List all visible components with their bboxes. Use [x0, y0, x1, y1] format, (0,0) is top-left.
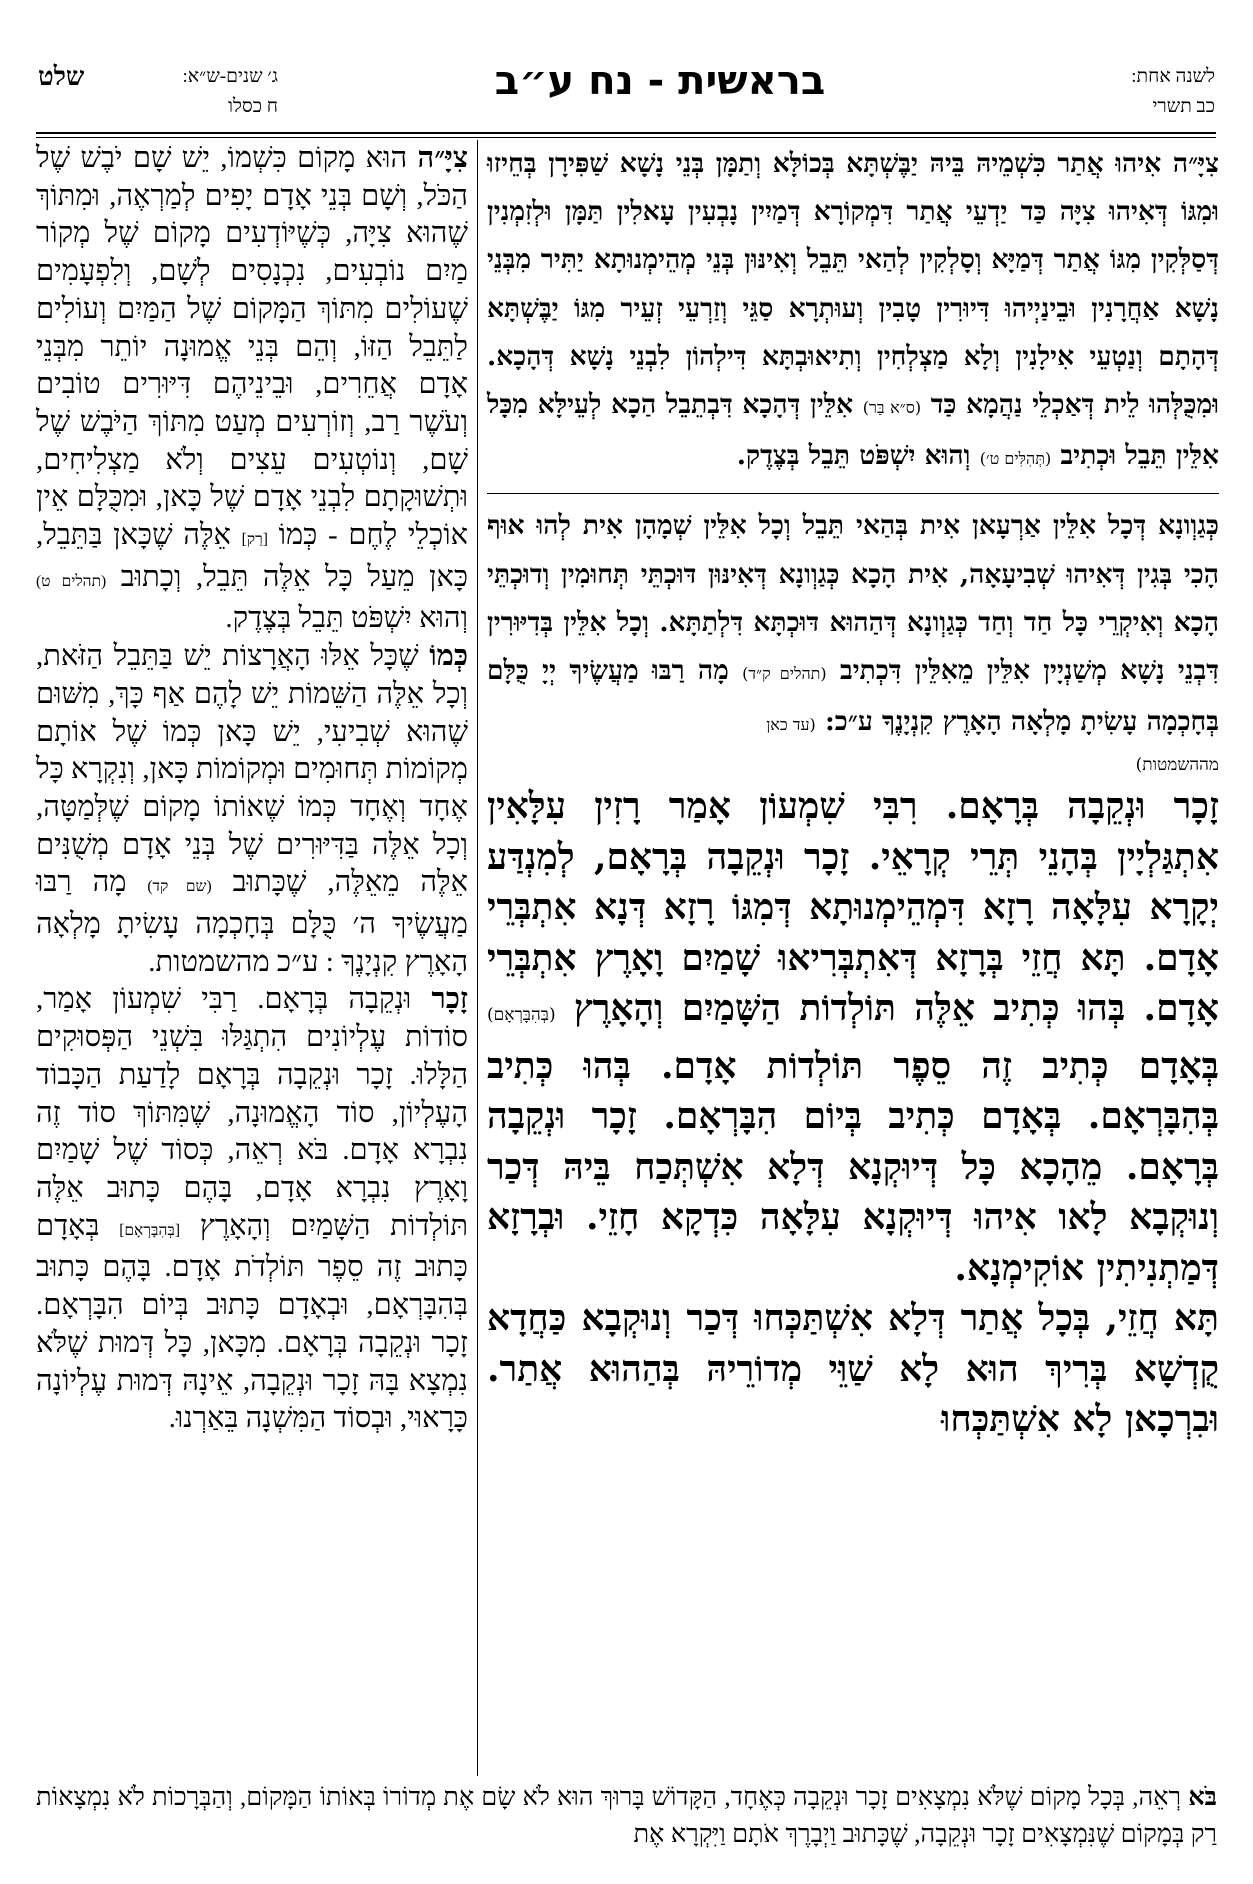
aramaic-text: כְּגַוְונָא דְּכָל אִלֵּין אַרְעָאן אִית בְּהַאי תֵּבֵל וְכָל אִלֵּין שְׁמָהָן אִית לְהוּ אוּף הָכִי בְּגִין דְּאִיהוּ שְׁבִיעָאָה, אִית הָכָא כְּגַוְונָא דְּאִינּוּן דּוּכְתֵּי תְּחוּמִין וְדוּכְתֵּי הָכָא וְאִיקְרֵי כָּל חַד וְחַד כְּגַוְונָא דְּהַהוּא דּוּכְתָּא דִּלְתַתָּא. וְכָל אִלֵּין בְּדִיּוּרִין דִּבְנֵי נָשָׁא מְשַׁנְיָין אִלֵּין מֵאִלֵּין דִּכְתִיב	[487, 510, 1220, 687]
source-note: (תהלים ק״ד)	[742, 664, 827, 684]
hebrew-text: אֵלֶּה שֶׁכָּאן בַּתֵּבֵל, כָּאן מֵעַל כָּל אֵלֶּה תֵּבֵל, וְכָתוּב	[36, 519, 468, 593]
aramaic-text: תָּא חֲזֵי, בְּכָל אֲתַר דְּלָא אִשְׁתַּכְּחוּ דְּכַר וְנוּקְבָא כַּחֲדָא קֻדְשָׁא בְּרִיךְ הוּא לָא שַׁוֵּי מְדוֹרֵיהּ בְּהַהוּא אֲתַר. וּבִרְכָאן לָא אִשְׁתַּכְּחוּ	[487, 1297, 1219, 1441]
header-rule	[36, 132, 1216, 134]
aramaic-text: מָה רַבּוּ מַעֲשֶׂיךָ יְיָ כֻּלָּם בְּחָכְמָה עָשִׂיתָ מָלְאָה הָאָרֶץ קִנְיָנֶךָ ע״כ:	[487, 655, 1219, 738]
header-date-left	[38, 62, 278, 122]
aramaic-block-1	[487, 140, 1219, 483]
paragraph-lead: בֹּא	[1188, 1782, 1218, 1811]
paragraph-lead: זָכָר	[431, 983, 468, 1016]
hebrew-text: וּנְקֵבָה בְּרָאָם. רַבִּי שִׁמְעוֹן אָמַר, סוֹדוֹת עֶלְיוֹנִים הִתְגַּלּוּ בִּשְׁנֵי הַפְּסוּקִים הַלָּלוּ. זָכָר וּנְקֵבָה בְּרָאָם לָדַעַת הַכָּבוֹד הָעֶלְיוֹן, סוֹד הָאֱמוּנָה, שֶׁמִּתּוֹךְ סוֹד זֶה נִבְרָא אָדָם. בֹּא רְאֵה, כְּסוֹד שֶׁל שָׁמַיִם וָאָרֶץ נִבְרָא אָדָם, בָּהֶם כָּתוּב אֵלֶּה תּוֹלְדוֹת הַשָּׁמַיִם וְהָאָרֶץ	[36, 983, 469, 1242]
hebrew-text: בְּאָדָם כָּתוּב זֶה סֵפֶר תּוֹלְדֹת אָדָם. בָּהֶם כָּתוּב בְּהִבָּרְאָם, וּבְאָדָם כָּתוּב בְּיוֹם הִבָּרְאָם. זָכָר וּנְקֵבָה בְּרָאָם. מִכָּאן, כָּל דְּמוּת שֶׁלֹּא נִמְצָא בָּהּ זָכָר וּנְקֵבָה, אֵינָהּ דְּמוּת עֶלְיוֹנָה כָּרָאוּי, וּבְסוֹד הַמִּשְׁנָה בֵּאַרְנוּ.	[36, 1209, 468, 1435]
hebrew-text: מָה רַבּוּ מַעֲשֶׂיךָ ה׳ כֻּלָּם בְּחָכְמָה עָשִׂיתָ מָלְאָה הָאָרֶץ קִנְיָנֶךָ : ע״כ מהשמטות.	[36, 866, 468, 978]
section-divider	[487, 493, 1219, 494]
header-right-line1: לשנה אחת:	[1131, 66, 1215, 87]
source-note: (תהלים ט)	[36, 572, 107, 590]
source-note: (תְּהִלִּים ט׳)	[979, 449, 1052, 469]
footer-translation	[36, 1778, 1217, 1852]
header-date-right	[1015, 62, 1215, 122]
header-rule-thin	[36, 137, 1216, 138]
aramaic-text: אִלֵּין דְּהָכָא דִּבְתֵבֵל הַכָא לְעֵילָּא מִכָּל אִלֵּין תֵּבֵל וּכְתִיב	[487, 389, 1219, 472]
source-note: [רַק]	[241, 531, 268, 549]
omissions-mark: מההשמטות)	[1135, 755, 1219, 776]
source-note: (שם קד)	[147, 878, 212, 896]
translation-block	[36, 140, 468, 1438]
column-separator	[477, 140, 478, 1776]
header-left-line2: ח כסלו	[228, 96, 278, 117]
hebrew-translation-column	[36, 140, 468, 1438]
aramaic-text: בְּאָדָם כְּתִיב זֶה סֵפֶר תּוֹלְדוֹת אָדָם. בְּהוּ כְּתִיב בְּהִבָּרְאָם. בְּאָדָם כְּתִיב בְּיוֹם הִבָּרְאָם. זָכָר וּנְקֵבָה בְּרָאָם. מֵהָכָא כָּל דְּיוּקְנָא דְּלָא אִשְׁתְּכַח בֵּיהּ דְּכַר וְנוּקְבָא לָאו אִיהוּ דְּיוּקְנָא עִלָּאָה כִּדְקָא חָזֵי. וּבְרָזָא דְּמַתְנִיתִין אוֹקִימְנָא.	[487, 1044, 1219, 1289]
hebrew-text: וְהוּא יִשְׁפֹּט תֵּבֵל בְּצֶדֶק.	[225, 602, 468, 635]
aramaic-main-block	[487, 781, 1219, 1445]
paragraph-lead: צִיָּ״ה	[417, 142, 469, 174]
aramaic-text: זָכָר וּנְקֵבָה בְּרָאָם. רִבִּי שִׁמְעוֹן אָמַר רָזִין עִלָּאִין אִתְגַּלְיָין בְּהָנֵי תְּרֵי קְרָאֵי. זָכָר וּנְקֵבָה בְּרָאָם, לְמִנְדַּע יְקָרָא עִלָּאָה רָזָא דִּמְהֵימְנוּתָא דְּמִגּוֹ רָזָא דְּנָא אִתְבְּרֵי אָדָם. תָּא חֲזֵי בְּרָזָא דְּאִתְבְּרִיאוּ שָׁמַיִם וָאָרֶץ אִתְבְּרֵי אָדָם. בְּהוּ כְּתִיב אֵלֶּה תּוֹלְדוֹת הַשָּׁמַיִם וְהָאָרֶץ	[487, 785, 1220, 1030]
hebrew-text: רְאֵה, בְּכָל מָקוֹם שֶׁלֹּא נִמְצָאִים זָכָר וּנְקֵבָה כְּאֶחָד, הַקָּדוֹשׁ בָּרוּךְ הוּא לֹא שָׂם אֶת מְדוֹרוֹ בְּאוֹתוֹ הַמָּקוֹם, וְהַבְּרָכוֹת לֹא נִמְצָאוֹת רַק בְּמָקוֹם שֶׁנִּמְצָאִים זָכָר וּנְקֵבָה, שֶׁכָּתוּב וַיְבָרֶךְ אֹתָם וַיִּקְרָא אֶת	[36, 1782, 1217, 1848]
aramaic-text: צִיָּ״ה אִיהוּ אֲתַר כִּשְׁמֵיהּ בֵּיהּ יַבֶּשְׁתָּא בְּכוֹלָּא וְתַמָּן בְּנֵי נָשָׁא שַׁפִּירָן בְּחֵיזוּ וּמִגּוֹ דְּאִיהוּ צִיָּה כַּד יַדְעֵי אֲתַר דִּמְקוֹרָא דְּמַיִין נָבְעִין עָאלִין תַּמָּן וּלְזִמְנִין דְּסַלְּקִין מִגּוֹ אֲתַר דְּמַיָּא וְסָלְקִין לְהַאי תֵּבֵל וְאִינּוּן בְּנֵי מְהֵימְנוּתָא יַתִּיר מִבְּנֵי נָשָׁא אַחֲרָנִין וּבֵינַיְיהוּ דִּיוּרִין טָבִין וְעוּתְרָא סַגֵּי וְזַרְעֵי זְעֵיר מִגּוֹ יַבֶּשְׁתָּא דְּהָתָם וְנַטְעֵי אִילָנִין וְלָא מַצְלְחִין וְתִיאוּבְתָּא דִּילְהוֹן לִבְנֵי נָשָׁא דְּהָכָא. וּמִכֻּלְּהוּ לֵית דְּאַכְלֵי נַהֲמָא כַּד	[487, 148, 1219, 421]
hebrew-text: שֶׁכָּל אֵלּוּ הָאֲרָצוֹת יֵשׁ בַּתֵּבֵל הַזֹּאת, וְכָל אֵלֶּה הַשֵּׁמוֹת יֵשׁ לָהֶם אַף כָּךְ, מִשּׁוּם שֶׁהוּא שְׁבִיעִי, יֵשׁ כָּאן כְּמוֹ שֶׁל אוֹתָם מְקוֹמוֹת תְּחוּמִים וּמְקוֹמוֹת כָּאן, וְנִקְרָא כָּל אֶחָד וְאֶחָד כְּמוֹ שֶׁאוֹתוֹ מָקוֹם שֶׁלְּמַטָּה, וְכָל אֵלֶּה בַּדִּיּוּרִים שֶׁל בְּנֵי אָדָם מְשֻׁנִּים אֵלֶּה מֵאֵלֶּה, שֶׁכָּתוּב	[36, 640, 469, 899]
zohar-aramaic-column	[487, 140, 1219, 1445]
source-note: (ס״א בַּר)	[862, 398, 922, 418]
aramaic-text: וְהוּא יִשְׁפֹּט תֵּבֵל בְּצֶדֶק.	[736, 440, 971, 472]
paragraph-lead: כְּמוֹ	[429, 640, 468, 673]
page-number: שלט	[38, 62, 85, 91]
header-left-line1: ג׳ שנים-ש״א:	[182, 66, 278, 87]
hebrew-text: הוּא מָקוֹם כִּשְׁמוֹ, יֵשׁ שָׁם יֹבֶשׁ שֶׁל הַכֹּל, וְשָׁם בְּנֵי אָדָם יָפִים לְמַרְאֶה, וּמִתּוֹךְ שֶׁהוּא צִיָּה, כְּשֶׁיּוֹדְעִים מָקוֹם שֶׁל מְקוֹר מַיִם נוֹבְעִים, נִכְנָסִים לְשָׁם, וְלִפְעָמִים שֶׁעוֹלִים מִתּוֹךְ הַמָּקוֹם שֶׁל הַמַּיִם וְעוֹלִים לַתֵּבֵל הַזּוֹ, וְהֵם בְּנֵי אֱמוּנָה יוֹתֵר מִבְּנֵי אָדָם אֲחֵרִים, וּבֵינֵיהֶם דִּיּוּרִים טוֹבִים וְעֹשֶׁר רַב, וְזוֹרְעִים מְעַט מִתּוֹךְ הַיֹּבֶשׁ שֶׁל שָׁם, וְנוֹטְעִים עֵצִים וְלֹא מַצְלִיחִים, וּתְשׁוּקָתָם לִבְנֵי אָדָם שֶׁל כָּאן, וּמִכֻּלָּם אֵין אוֹכְלֵי לֶחֶם - כְּמוֹ	[36, 142, 469, 552]
source-note: [בְּהִבָּרְאָם]	[119, 1221, 180, 1239]
source-note: (בְּהִבָּרְאָם)	[487, 1005, 556, 1026]
aramaic-block-2	[487, 502, 1219, 781]
page-title: בראשית - נח ע״ב	[494, 58, 826, 104]
source-note: (עד כאן	[766, 715, 816, 735]
header-right-line2: כב תשרי	[1152, 96, 1215, 117]
